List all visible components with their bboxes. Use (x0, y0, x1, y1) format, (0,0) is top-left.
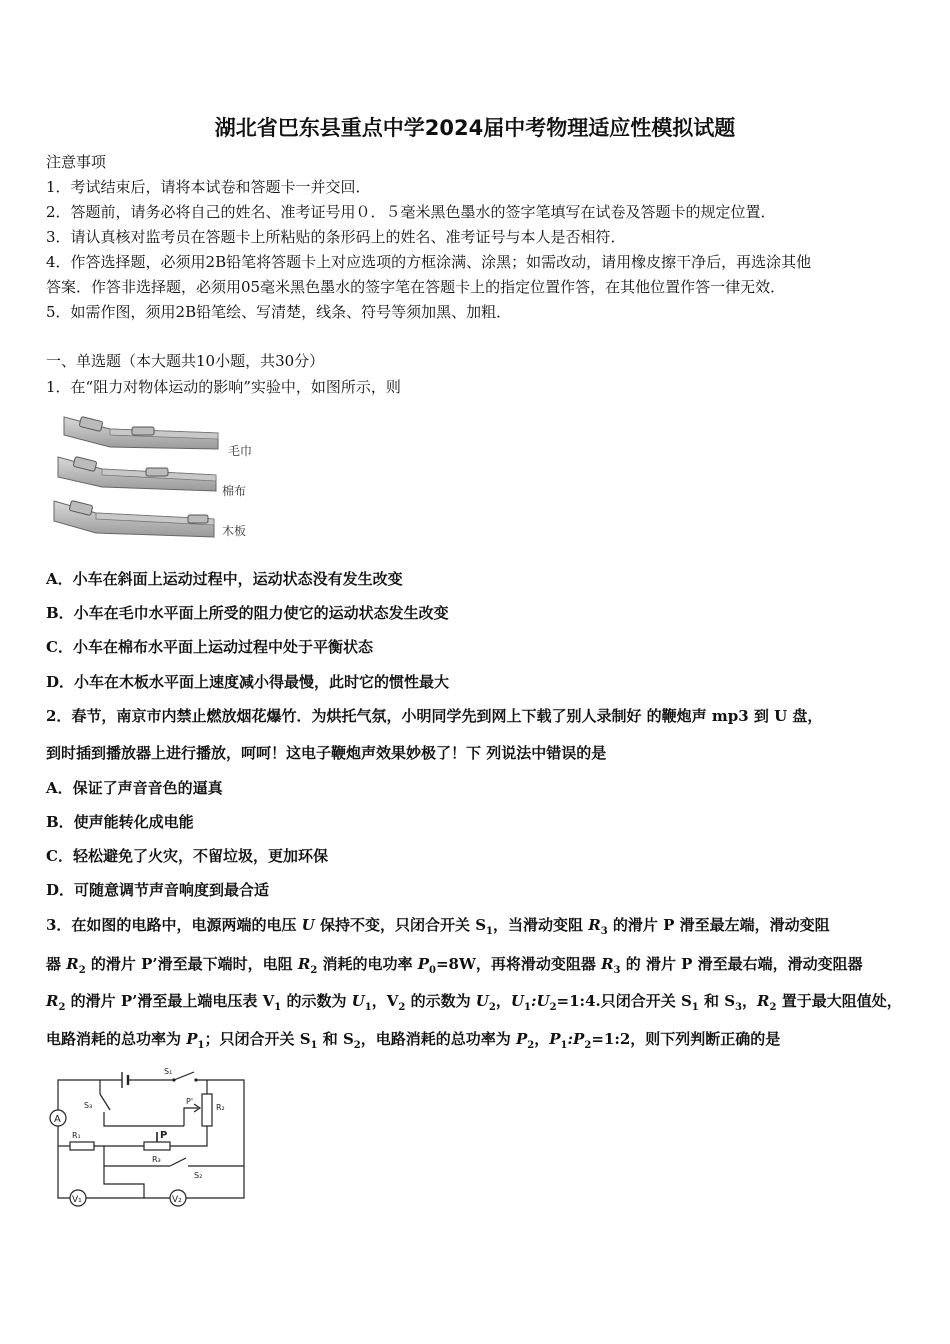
note-1: 1．考试结束后，请将本试卷和答题卡一并交回． (46, 178, 371, 196)
q1-option-b: B．小车在毛巾水平面上所受的阻力使它的运动状态发生改变 (46, 604, 449, 622)
q2-option-d: D．可随意调节声音响度到最合适 (46, 881, 270, 899)
q1-figure (50, 405, 270, 545)
q2-stem-line2: 到时插到播放器上进行播放，呵呵！这电子鞭炮声效果妙极了！下 列说法中错误的是 (46, 744, 607, 762)
section-heading: 一、单选题（本大题共10小题，共30分） (46, 352, 325, 370)
exam-title: 湖北省巴东县重点中学2024届中考物理适应性模拟试题 (214, 116, 736, 140)
notes-heading: 注意事项 (46, 153, 107, 171)
switch-s2 (170, 1158, 186, 1166)
q3-line3: $R_2$ 的滑片 P’滑至最上端电压表 $V_1$ 的示数为 $U_1$，$V_2$ 的示数为 $U_2$，$U_1:U_2=1:4$.只闭合开关 $S_1$ 和 $S_3$，$R_2$ 置于最大阻值处， (46, 992, 902, 1013)
q2-option-a: A．保证了声音音色的逼真 (46, 779, 223, 797)
q2-option-b: B．使声能转化成电能 (46, 813, 194, 831)
q1-option-d: D．小车在木板水平面上速度减小得最慢，此时它的惯性最大 (46, 673, 450, 691)
q2-stem-line1: 2．春节，南京市内禁止燃放烟花爆竹．为烘托气氛，小明同学先到网上下载了别人录制好 的鞭炮声 mp3 到 U 盘， (46, 707, 823, 725)
q1-option-a: A．小车在斜面上运动过程中，运动状态没有发生改变 (46, 570, 403, 588)
label-P: P (160, 1130, 168, 1141)
note-5: 5．如需作图，须用2B铅笔绘、写清楚，线条、符号等须加黑、加粗． (46, 303, 512, 321)
note-4: 4．作答选择题，必须用2B铅笔将答题卡上对应选项的方框涂满、涂黑；如需改动，请用橡皮擦干净后，再选涂其他 (46, 253, 812, 271)
wire-left (58, 1126, 70, 1198)
switch-s1 (174, 1072, 194, 1080)
switch-s3 (100, 1094, 110, 1110)
q1-stem: 1．在“阻力对物体运动的影响”实验中，如图所示，则 (46, 378, 401, 396)
q1-option-c: C．小车在棉布水平面上运动过程中处于平衡状态 (46, 638, 373, 656)
label-cotton: 棉布 (222, 484, 247, 498)
q3-line4: 电路消耗的总功率为 $P_1$；只闭合开关 $S_1$ 和 $S_2$，电路消耗的总功率为 $P_2$，$P_1:P_2=1:2$，则下列判断正确的是 (46, 1030, 781, 1051)
wire-s3-bottom (104, 1112, 184, 1126)
note-4-cont: 答案．作答非选择题，必须用05毫米黑色墨水的签字笔在答题卡上的指定位置作答，在其他位置作答一律无效． (46, 278, 786, 296)
label-wood: 木板 (222, 524, 247, 538)
q3-line2: 器 $R_2$ 的滑片 P’滑至最下端时，电阻 $R_2$ 消耗的电功率 $P_0=8W$，再将滑动变阻器 $R_3$ 的 滑片 P 滑至最右端，滑动变阻器 (46, 955, 863, 976)
q3-line1: 3．在如图的电路中，电源两端的电压 U 保持不变，只闭合开关 $S_1$，当滑动变阻 $R_3$ 的滑片 P 滑至最左端，滑动变阻 (46, 916, 830, 937)
label-Pprime: P' (186, 1097, 194, 1106)
note-3: 3．请认真核对监考员在答题卡上所粘贴的条形码上的姓名、准考证号与本人是否相符． (46, 228, 626, 246)
ramp-towel (64, 416, 218, 449)
resistor-r3 (144, 1142, 170, 1150)
label-V1: V₁ (72, 1195, 82, 1205)
label-S2: S₂ (194, 1171, 203, 1180)
resistor-r1 (70, 1142, 94, 1150)
label-R2: R₂ (216, 1103, 225, 1112)
label-R3: R₃ (152, 1155, 161, 1164)
wire-top-right (196, 1080, 244, 1180)
ramp-cotton (58, 456, 216, 491)
resistor-r2 (202, 1094, 212, 1126)
label-towel: 毛巾 (228, 444, 253, 458)
ramp-wood (54, 500, 214, 537)
label-A: A (54, 1114, 61, 1125)
label-V2: V₂ (172, 1195, 182, 1205)
label-R1: R₁ (72, 1131, 81, 1140)
label-S1: S₁ (164, 1067, 173, 1076)
label-S3: S₃ (84, 1101, 93, 1110)
q3-circuit-figure (44, 1060, 264, 1210)
q2-option-c: C．轻松避免了火灾，不留垃圾，更加环保 (46, 847, 328, 865)
note-2: 2．答题前，请务必将自己的姓名、准考证号用０．５毫米黑色墨水的签字笔填写在试卷及答题卡的规定位置． (46, 203, 776, 221)
